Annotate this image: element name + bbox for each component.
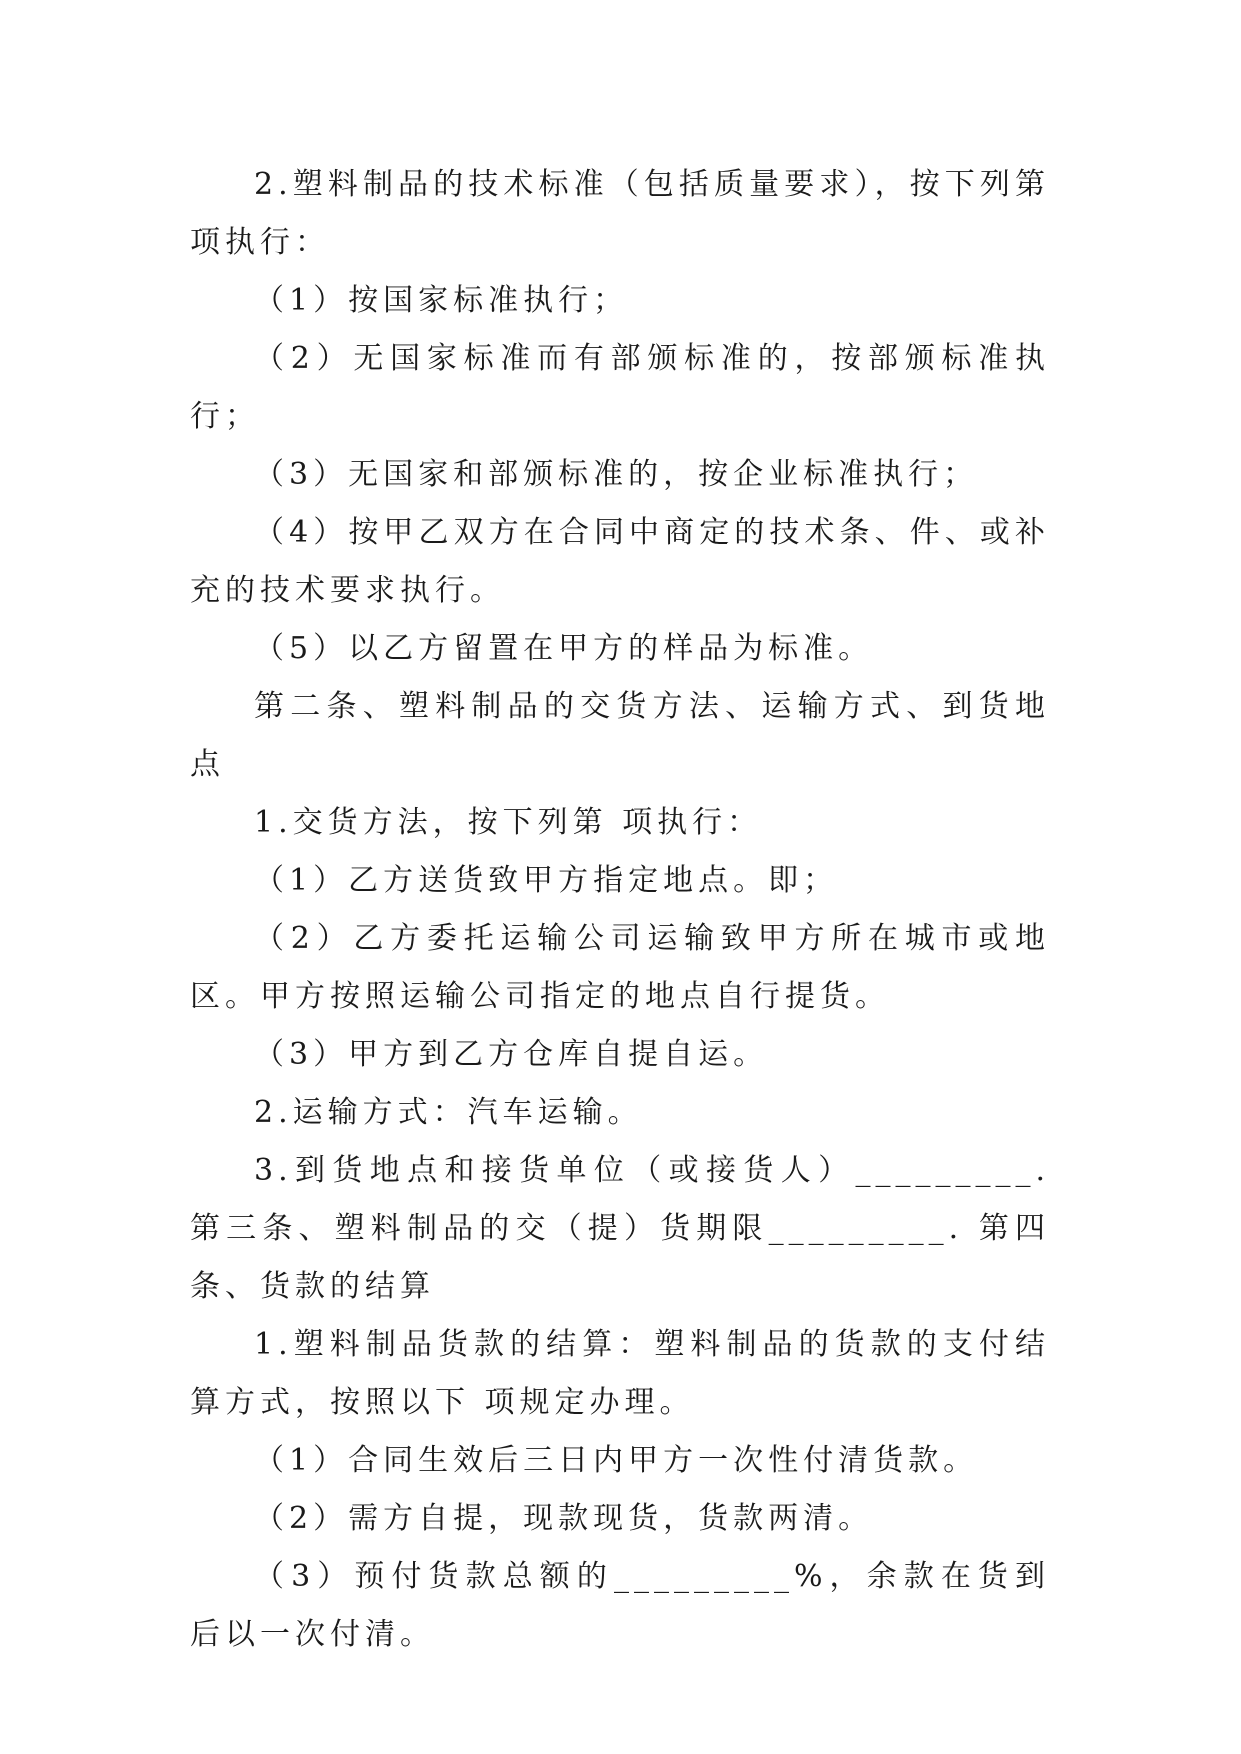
paragraph-option-sample-standard: （5）以乙方留置在甲方的样品为标准。 xyxy=(254,631,874,666)
paragraph-option-contract-terms: （4）按甲乙双方在合同中商定的技术条、件、或补充的技术要求执行。 xyxy=(190,515,1050,608)
paragraph-delivery-location: 3.到货地点和接货单位（或接货人）_________. 第三条、塑料制品的交（提）货期限_________. 第四条、货款的结算 xyxy=(190,1153,1050,1304)
paragraph-option-full-payment: （1）合同生效后三日内甲方一次性付清货款。 xyxy=(254,1443,979,1478)
paragraph-option-seller-delivery: （1）乙方送货致甲方指定地点。即； xyxy=(254,863,839,898)
paragraph-option-national-standard: （1）按国家标准执行； xyxy=(254,283,629,318)
paragraph-option-enterprise-standard: （3）无国家和部颁标准的，按企业标准执行； xyxy=(254,457,979,492)
document-body xyxy=(190,156,1050,1664)
paragraph-option-prepayment: （3）预付货款总额的_________%，余款在货到后以一次付清。 xyxy=(190,1559,1050,1652)
paragraph-transport-mode: 2.运输方式：汽车运输。 xyxy=(254,1095,643,1130)
paragraph-article-two-heading: 第二条、塑料制品的交货方法、运输方式、到货地点 xyxy=(190,689,1050,782)
paragraph-payment-settlement: 1.塑料制品货款的结算：塑料制品的货款的支付结算方式，按照以下 项规定办理。 xyxy=(190,1327,1050,1420)
paragraph-option-self-pickup: （3）甲方到乙方仓库自提自运。 xyxy=(254,1037,769,1072)
paragraph-delivery-method: 1.交货方法，按下列第 项执行： xyxy=(254,805,763,840)
paragraph-option-transport-company: （2）乙方委托运输公司运输致甲方所在城市或地区。甲方按照运输公司指定的地点自行提货。 xyxy=(190,921,1050,1014)
paragraph-option-cash-on-pickup: （2）需方自提，现款现货，货款两清。 xyxy=(254,1501,874,1536)
paragraph-option-ministry-standard: （2）无国家标准而有部颁标准的，按部颁标准执行； xyxy=(190,341,1050,434)
paragraph-technical-standard: 2.塑料制品的技术标准（包括质量要求），按下列第 项执行： xyxy=(190,167,1050,260)
